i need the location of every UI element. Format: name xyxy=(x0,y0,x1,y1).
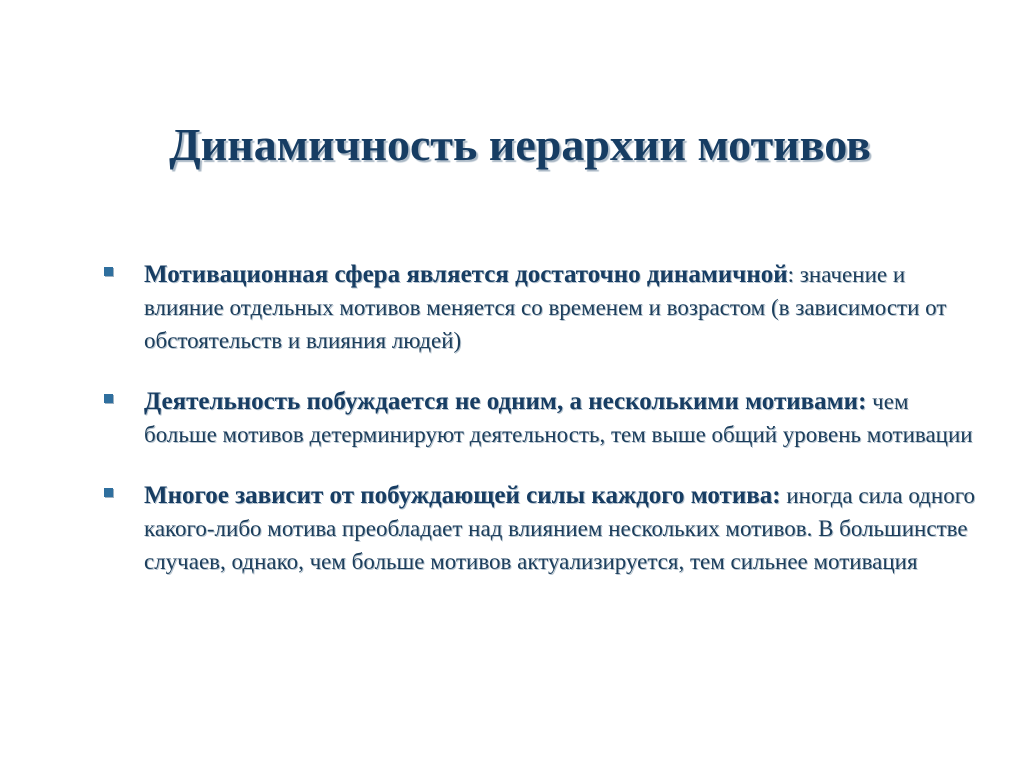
square-bullet-icon xyxy=(104,394,113,403)
bullet-item xyxy=(104,479,984,578)
bullet-text: : значение и влияние отдельных мотивов меняется со временем и возрастом (в зависимости от обстоятельств и влияния людей) xyxy=(144,262,947,353)
bullet-text: иногда сила одного какого-либо мотива преобладает над влиянием нескольких мотивов. В большинстве случаев, однако, чем больше мотивов актуализируется, тем сильнее мотивация xyxy=(144,483,976,574)
bullet-item xyxy=(104,385,984,451)
bullet-heading: Многое зависит от побуждающей силы каждого мотива: xyxy=(144,482,781,509)
bullet-heading: Мотивационная сфера является достаточно динамичной xyxy=(144,261,788,288)
bullet-heading: Деятельность побуждается не одним, а несколькими мотивами: xyxy=(144,388,867,415)
bullet-text: чем больше мотивов детерминируют деятельность, тем выше общий уровень мотивации xyxy=(144,389,973,447)
bullet-item xyxy=(104,258,984,357)
bullet-list xyxy=(104,258,984,606)
square-bullet-icon xyxy=(104,267,113,276)
square-bullet-icon xyxy=(104,488,113,497)
slide-title: Динамичность иерархии мотивов xyxy=(169,119,871,170)
